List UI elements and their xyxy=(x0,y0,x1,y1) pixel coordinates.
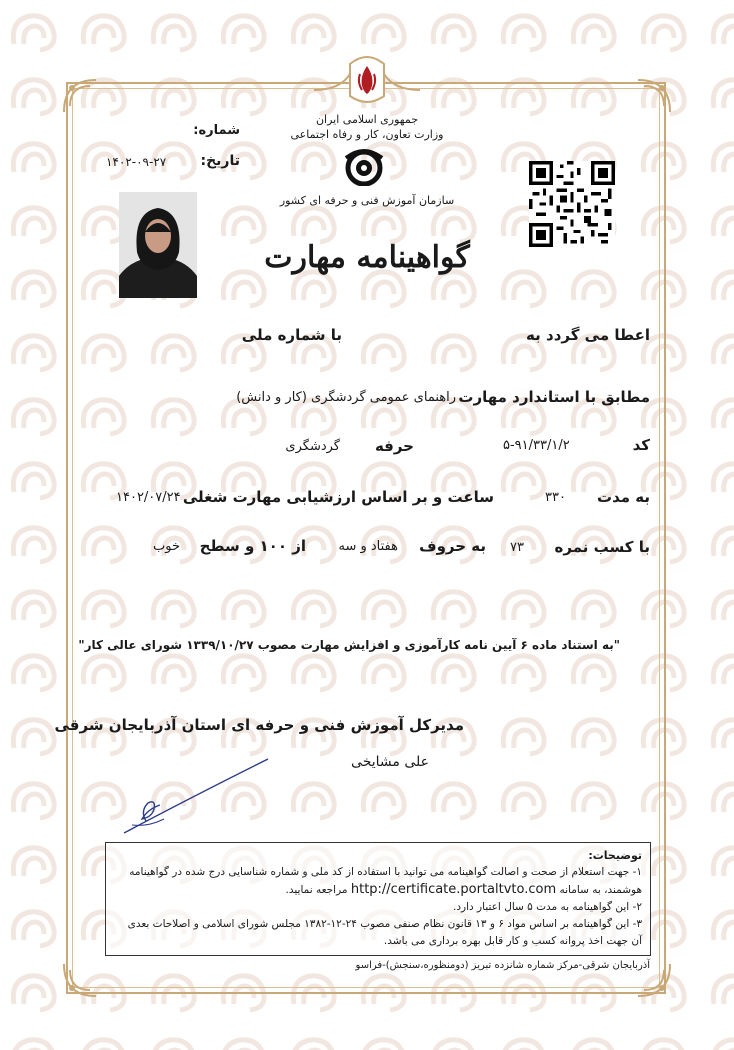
trade-label: حرفه xyxy=(374,437,414,455)
standard-label: مطابق با استاندارد مهارت xyxy=(458,388,650,406)
notes-title: توضیحات: xyxy=(588,849,642,862)
notes-box xyxy=(105,842,651,956)
date-label: تاریخ: xyxy=(200,153,240,169)
qr-code xyxy=(529,161,615,247)
corner-ornament-icon xyxy=(634,76,674,116)
signatory-name: علی مشایخی xyxy=(351,754,429,770)
number-label: شماره: xyxy=(193,123,240,138)
trade-value: گردشگری xyxy=(285,439,340,454)
signatory-title: مدیرکل آموزش فنی و حرفه ای استان آذربایجان شرقی xyxy=(54,716,464,734)
holder-photo xyxy=(119,192,197,298)
standard-value: راهنمای عمومی گردشگری (کار و دانش) xyxy=(236,390,456,405)
out-of-label: از ۱۰۰ و سطح xyxy=(199,537,306,555)
code-value: ۵-۹۱/۳۳/۱/۲ xyxy=(503,438,570,453)
iran-emblem-icon xyxy=(310,50,424,110)
letters-label: به حروف xyxy=(419,537,486,555)
legal-note: "به استناد ماده ۶ آیین نامه کارآموزی و افزایش مهارت مصوب ۱۳۳۹/۱۰/۲۷ شورای عالی کار" xyxy=(78,638,620,652)
tvto-logo-icon xyxy=(342,146,386,186)
corner-ornament-icon xyxy=(60,76,100,116)
code-label: کد xyxy=(632,436,650,454)
certificate-title: گواهینامه مهارت xyxy=(264,240,470,275)
evaluation-date: ۱۴۰۲/۰۷/۲۴ xyxy=(116,490,181,505)
country-name: جمهوری اسلامی ایران xyxy=(315,113,419,126)
hours-label: ساعت و بر اساس ارزشیابی مهارت شغلی xyxy=(182,488,494,506)
level-value: خوب xyxy=(153,539,180,554)
score-label: با کسب نمره xyxy=(554,538,650,556)
duration-label: به مدت xyxy=(597,488,650,506)
ministry-name: وزارت تعاون، کار و رفاه اجتماعی xyxy=(290,128,444,141)
score-value: ۷۳ xyxy=(510,540,524,555)
awarded-to-label: اعطا می گردد به xyxy=(526,326,650,344)
note-line-3: ۳- این گواهینامه بر اساس مواد ۶ و ۱۳ قانون نظام صنفی مصوب ۲۴-۱۲-۱۳۸۲ مجلس شورای اسلامی و اصلاحات بعدی آن جهت اخذ پروانه کسب و کار قابل بهره برداری می باشد. xyxy=(127,918,642,947)
note-line-1 xyxy=(114,864,642,899)
note-1-text: ۱- جهت استعلام از صحت و اصالت گواهینامه می توانید با استفاده از کد ملی و شماره شناسایی درج شده xyxy=(185,866,642,878)
national-id-label: با شماره ملی xyxy=(241,326,342,344)
verification-url[interactable]: http://certificate.portaltvto.com xyxy=(350,882,557,897)
corner-ornament-icon xyxy=(60,960,100,1000)
handwritten-signature xyxy=(118,755,272,837)
note-1-text-end: مراجعه نمایید. xyxy=(285,884,348,896)
date-value: ۱۴۰۲-۰۹-۲۷ xyxy=(106,155,167,169)
note-line-2: ۲- این گواهینامه به مدت ۵ سال اعتبار دارد. xyxy=(453,901,642,913)
organization-name: سازمان آموزش فنی و حرفه ای کشور xyxy=(279,194,455,207)
issuing-center: آذربایجان شرقی-مرکز شماره شانزده تبریز (دومنظوره،سنجش)-فراسو xyxy=(355,960,650,971)
duration-value: ۳۳۰ xyxy=(545,490,566,505)
note-1-text-cont: در گواهینامه هوشمند، به سامانه xyxy=(129,866,642,896)
letters-value: هفتاد و سه xyxy=(338,539,398,554)
